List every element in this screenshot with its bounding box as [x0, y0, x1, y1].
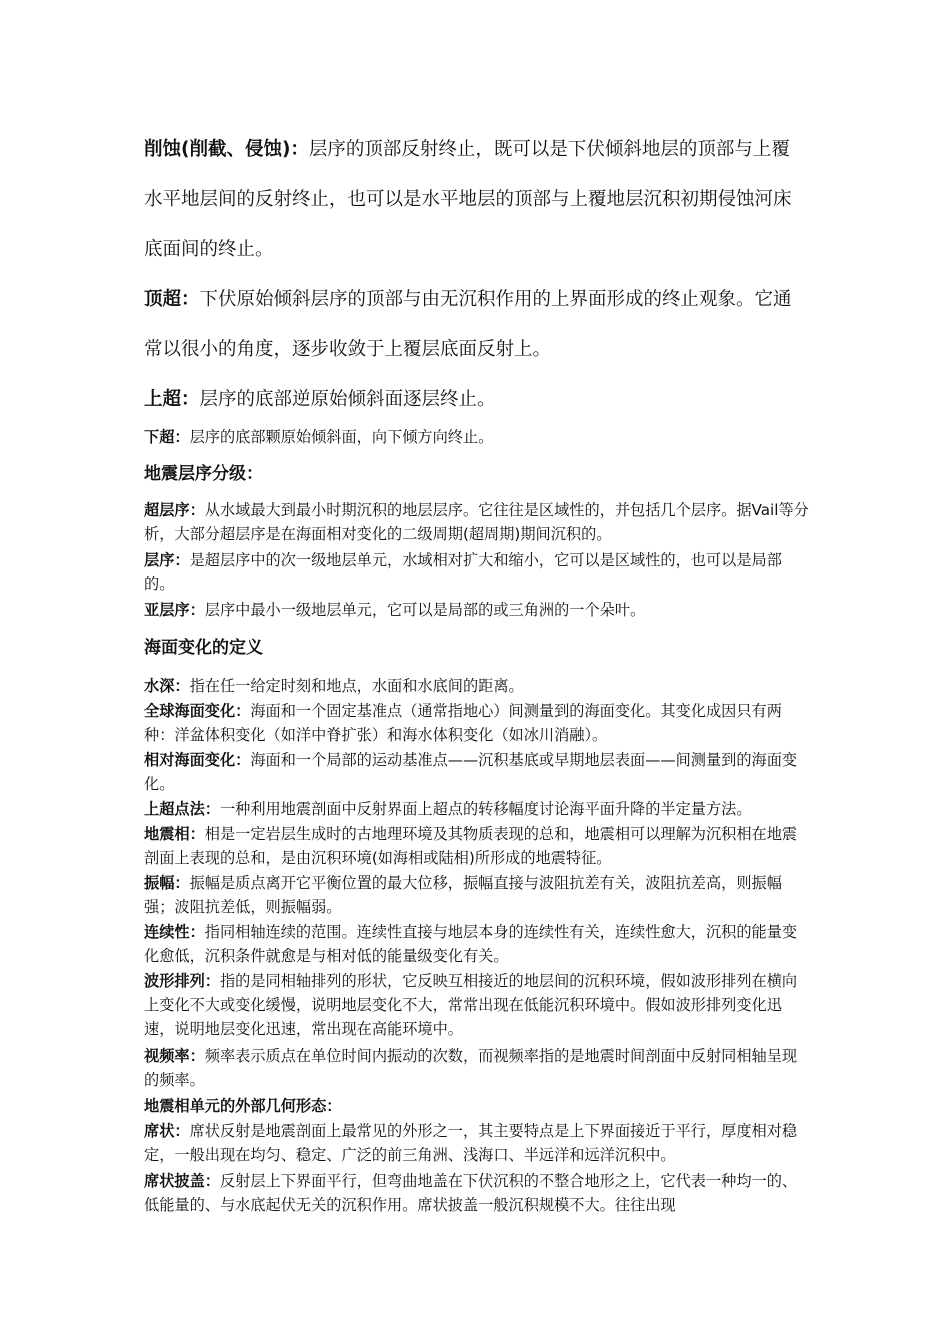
sealevel-term: 波形排列： [144, 972, 220, 990]
paragraph-erosion [144, 125, 804, 275]
sealevel-item [144, 920, 812, 968]
sealevel-text: 指的是同相轴排列的形状，它反映互相接近的地层间的沉积环境，假如波形排列在横向上变化不大或变化缓慢，说明地层变化不大，常常出现在低能沉积环境中。假如波形排列变化迅速，说明地层变化迅速，常出现在高能环境中。 [144, 972, 798, 1038]
geometry-item [144, 1169, 812, 1217]
sealevel-text: 相是一定岩层生成时的古地理环境及其物质表现的总和，地震相可以理解为沉积相在地震剖面上表现的总和，是由沉积环境(如海相或陆相)所形成的地震特征。 [144, 825, 798, 867]
sealevel-term: 全球海面变化： [144, 702, 251, 720]
sealevel-text: 一种利用地震剖面中反射界面上超点的转移幅度讨论海平面升降的半定量方法。 [219, 800, 752, 818]
geometry-text: 反射层上下界面平行，但弯曲地盖在下伏沉积的不整合地形之上，它代表一种均一的、低能量的、与水底起伏无关的沉积作用。席状披盖一般沉积规模不大。往往出现 [144, 1172, 798, 1214]
sealevel-text: 海面和一个局部的运动基准点——沉积基底或早期地层表面——间测量到的海面变化。 [144, 751, 798, 793]
definition-onlap: 层序的底部逆原始倾斜面逐层终止。 [199, 389, 496, 410]
term-erosion: 削蚀(削截、侵蚀)： [144, 139, 309, 160]
sealevel-term: 连续性： [144, 923, 205, 941]
grading-item [144, 548, 812, 596]
grading-text: 是超层序中的次一级地层单元，水域相对扩大和缩小，它可以是区域性的，也可以是局部的。 [144, 551, 782, 593]
sealevel-text: 指在任一给定时刻和地点，水面和水底间的距离。 [189, 677, 524, 695]
grading-term: 层序： [144, 551, 190, 569]
sealevel-item [144, 748, 812, 796]
sealevel-term: 地震相： [144, 825, 205, 843]
sealevel-term: 水深： [144, 677, 190, 695]
grading-term: 超层序： [144, 501, 205, 519]
term-downlap: 下超： [144, 428, 190, 446]
definition-downlap: 层序的底部颗原始倾斜面，向下倾方向终止。 [189, 428, 494, 446]
sealevel-item [144, 969, 812, 1041]
paragraph-downlap [144, 425, 812, 449]
geometry-item [144, 1119, 812, 1167]
sealevel-item [144, 822, 812, 870]
sealevel-text: 振幅是质点离开它平衡位置的最大位移，振幅直接与波阻抗差有关，波阻抗差高，则振幅强；波阻抗差低，则振幅弱。 [144, 874, 782, 916]
term-onlap: 上超： [144, 389, 200, 410]
geometry-term: 席状： [144, 1122, 190, 1140]
paragraph-toplap [144, 275, 804, 375]
sealevel-text: 海面和一个固定基准点（通常指地心）间测量到的海面变化。其变化成因只有两种：洋盆体积变化（如洋中脊扩张）和海水体积变化（如冰川消融）。 [144, 702, 782, 744]
sealevel-term: 振幅： [144, 874, 190, 892]
heading-sea-level: 海面变化的定义 [144, 638, 263, 658]
term-toplap: 顶超： [144, 289, 200, 310]
sealevel-item [144, 674, 812, 698]
sealevel-item [144, 1044, 812, 1092]
sealevel-item [144, 797, 812, 821]
sealevel-text: 指同相轴连续的范围。连续性直接与地层本身的连续性有关，连续性愈大，沉积的能量变化愈低，沉积条件就愈是与相对低的能量级变化有关。 [144, 923, 798, 965]
sealevel-item [144, 871, 812, 919]
grading-item [144, 598, 812, 622]
sealevel-text: 频率表示质点在单位时间内振动的次数，而视频率指的是地震时间剖面中反射同相轴呈现的频率。 [144, 1047, 798, 1089]
grading-term: 亚层序： [144, 601, 205, 619]
heading-external-geometry: 地震相单元的外部几何形态： [144, 1097, 342, 1115]
heading-sequence-grading: 地震层序分级： [144, 464, 263, 484]
sealevel-item [144, 699, 812, 747]
paragraph-onlap [144, 375, 804, 425]
grading-item [144, 498, 812, 546]
sealevel-term: 上超点法： [144, 800, 220, 818]
sealevel-term: 视频率： [144, 1047, 205, 1065]
geometry-term: 席状披盖： [144, 1172, 220, 1190]
sealevel-term: 相对海面变化： [144, 751, 251, 769]
definition-erosion: 层序的顶部反射终止，既可以是下伏倾斜地层的顶部与上覆水平地层间的反射终止，也可以是水平地层的顶部与上覆地层沉积初期侵蚀河床底面间的终止。 [144, 139, 792, 260]
definition-toplap: 下伏原始倾斜层序的顶部与由无沉积作用的上界面形成的终止观象。它通常以很小的角度，逐步收敛于上覆层底面反射上。 [144, 289, 792, 360]
grading-text: 从水域最大到最小时期沉积的地层层序。它往往是区域性的，并包括几个层序。据Vail等分析，大部分超层序是在海面相对变化的二级周期(超周期)期间沉积的。 [144, 501, 809, 543]
geometry-text: 席状反射是地震剖面上最常见的外形之一，其主要特点是上下界面接近于平行，厚度相对稳定，一般出现在均匀、稳定、广泛的前三角洲、浅海口、半远洋和远洋沉积中。 [144, 1122, 798, 1164]
grading-text: 层序中最小一级地层单元，它可以是局部的或三角洲的一个朵叶。 [204, 601, 646, 619]
